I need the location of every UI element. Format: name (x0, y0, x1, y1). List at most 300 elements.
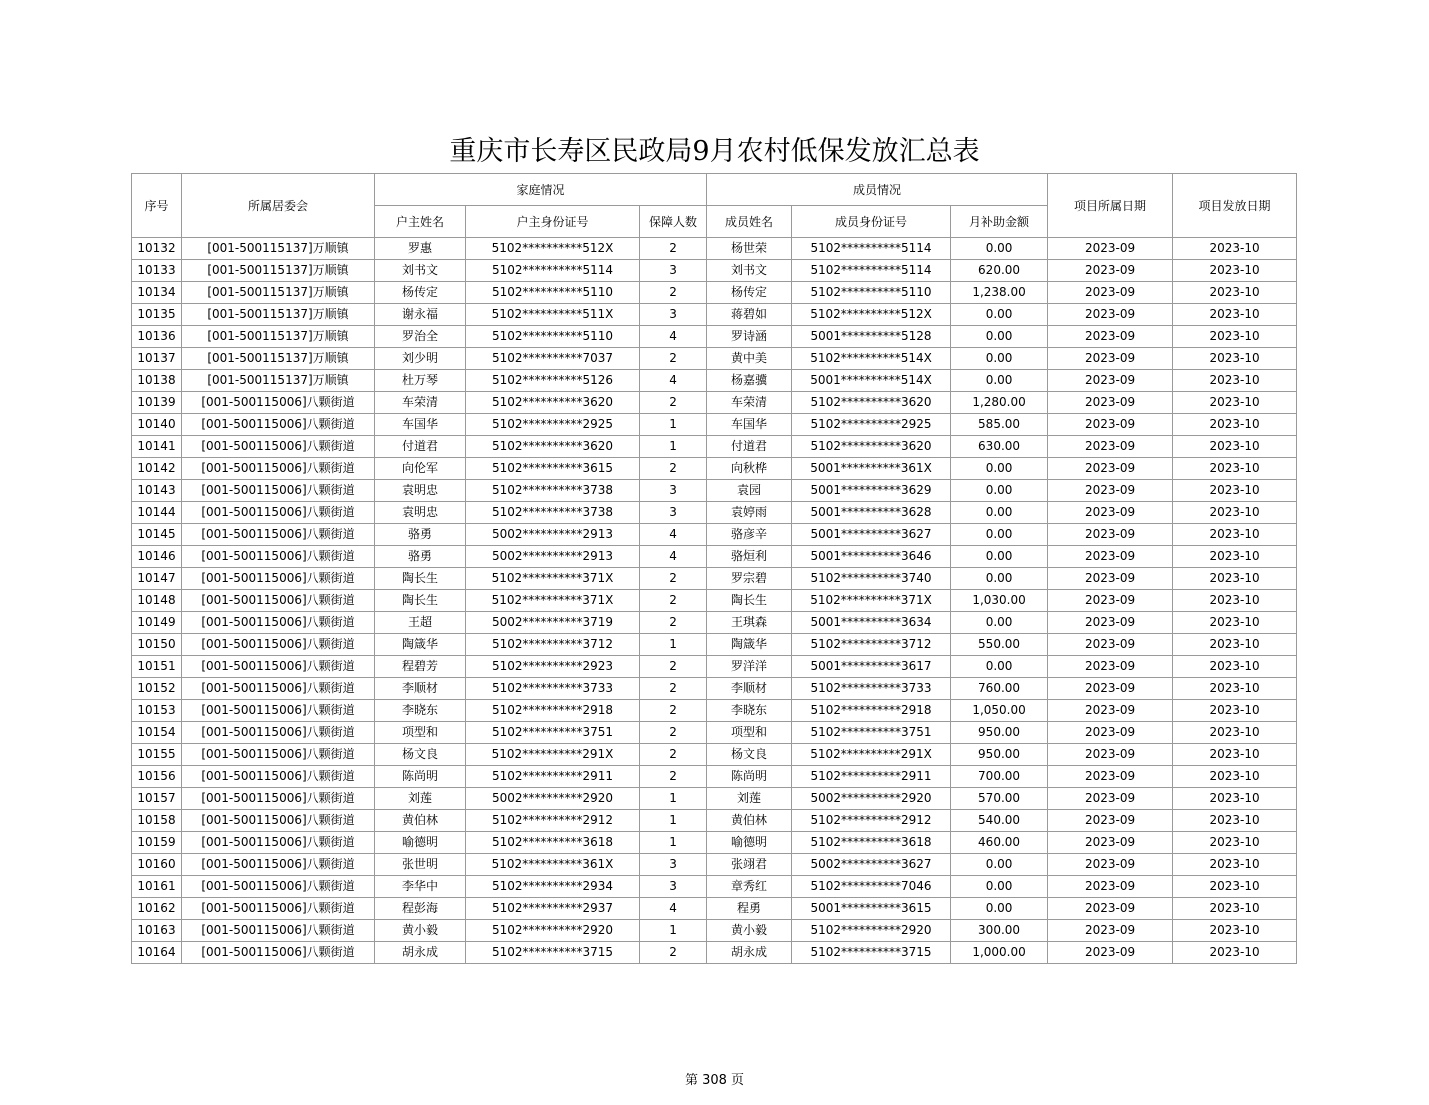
table-row (132, 700, 1297, 722)
cell-issue-date: 2023-10 (1173, 546, 1297, 568)
cell-member-id: 5102**********2912 (792, 810, 951, 832)
table-row (132, 458, 1297, 480)
table-row (132, 590, 1297, 612)
cell-head-id: 5102**********3618 (466, 832, 640, 854)
cell-seq: 10137 (132, 348, 182, 370)
cell-project-date: 2023-09 (1048, 282, 1173, 304)
cell-member-name: 罗诗涵 (707, 326, 792, 348)
header-committee: 所属居委会 (182, 174, 375, 238)
cell-project-date: 2023-09 (1048, 392, 1173, 414)
cell-amount: 540.00 (951, 810, 1048, 832)
cell-committee: [001-500115006]八颗街道 (182, 590, 375, 612)
cell-project-date: 2023-09 (1048, 810, 1173, 832)
cell-head-id: 5002**********2913 (466, 524, 640, 546)
cell-head-id: 5102**********2925 (466, 414, 640, 436)
cell-head-id: 5102**********5114 (466, 260, 640, 282)
cell-project-date: 2023-09 (1048, 326, 1173, 348)
cell-seq: 10160 (132, 854, 182, 876)
cell-head-id: 5102**********3615 (466, 458, 640, 480)
cell-head-id: 5102**********371X (466, 590, 640, 612)
cell-issue-date: 2023-10 (1173, 414, 1297, 436)
cell-project-date: 2023-09 (1048, 700, 1173, 722)
header-head-id: 户主身份证号 (466, 206, 640, 238)
cell-head-name: 杜万琴 (375, 370, 466, 392)
cell-member-name: 刘书文 (707, 260, 792, 282)
table-row (132, 788, 1297, 810)
header-member-group: 成员情况 (707, 174, 1048, 206)
cell-project-date: 2023-09 (1048, 502, 1173, 524)
cell-count: 2 (640, 568, 707, 590)
cell-member-id: 5001**********3646 (792, 546, 951, 568)
table-row (132, 810, 1297, 832)
cell-count: 2 (640, 238, 707, 260)
table-header (132, 174, 1297, 238)
cell-project-date: 2023-09 (1048, 238, 1173, 260)
cell-count: 1 (640, 832, 707, 854)
cell-committee: [001-500115006]八颗街道 (182, 656, 375, 678)
table-row (132, 744, 1297, 766)
cell-amount: 0.00 (951, 612, 1048, 634)
cell-seq: 10157 (132, 788, 182, 810)
cell-project-date: 2023-09 (1048, 568, 1173, 590)
cell-member-id: 5001**********5128 (792, 326, 951, 348)
cell-issue-date: 2023-10 (1173, 766, 1297, 788)
cell-project-date: 2023-09 (1048, 766, 1173, 788)
cell-count: 3 (640, 876, 707, 898)
cell-member-name: 罗洋洋 (707, 656, 792, 678)
cell-head-id: 5102**********2937 (466, 898, 640, 920)
cell-seq: 10152 (132, 678, 182, 700)
cell-amount: 0.00 (951, 348, 1048, 370)
table-row (132, 568, 1297, 590)
cell-count: 2 (640, 392, 707, 414)
cell-amount: 620.00 (951, 260, 1048, 282)
table-row (132, 282, 1297, 304)
cell-member-id: 5102**********2920 (792, 920, 951, 942)
cell-seq: 10134 (132, 282, 182, 304)
cell-project-date: 2023-09 (1048, 920, 1173, 942)
cell-project-date: 2023-09 (1048, 832, 1173, 854)
table-row (132, 612, 1297, 634)
cell-member-id: 5102**********3715 (792, 942, 951, 964)
cell-member-name: 李顺材 (707, 678, 792, 700)
cell-head-name: 车荣清 (375, 392, 466, 414)
cell-head-name: 袁明忠 (375, 480, 466, 502)
cell-seq: 10148 (132, 590, 182, 612)
cell-amount: 1,050.00 (951, 700, 1048, 722)
cell-member-id: 5102**********5114 (792, 260, 951, 282)
cell-count: 1 (640, 436, 707, 458)
cell-head-id: 5102**********2912 (466, 810, 640, 832)
cell-committee: [001-500115006]八颗街道 (182, 436, 375, 458)
cell-head-name: 王超 (375, 612, 466, 634)
cell-head-id: 5102**********5126 (466, 370, 640, 392)
cell-project-date: 2023-09 (1048, 942, 1173, 964)
cell-head-name: 车国华 (375, 414, 466, 436)
cell-committee: [001-500115006]八颗街道 (182, 832, 375, 854)
cell-head-id: 5102**********361X (466, 854, 640, 876)
cell-project-date: 2023-09 (1048, 546, 1173, 568)
cell-committee: [001-500115006]八颗街道 (182, 480, 375, 502)
cell-member-name: 王琪森 (707, 612, 792, 634)
table-row (132, 722, 1297, 744)
cell-issue-date: 2023-10 (1173, 788, 1297, 810)
cell-head-id: 5102**********3620 (466, 436, 640, 458)
cell-committee: [001-500115006]八颗街道 (182, 524, 375, 546)
cell-count: 1 (640, 788, 707, 810)
table-row (132, 260, 1297, 282)
cell-count: 2 (640, 612, 707, 634)
cell-member-name: 陈尚明 (707, 766, 792, 788)
cell-seq: 10161 (132, 876, 182, 898)
cell-head-name: 喻德明 (375, 832, 466, 854)
cell-head-name: 程彭海 (375, 898, 466, 920)
cell-seq: 10144 (132, 502, 182, 524)
cell-committee: [001-500115006]八颗街道 (182, 678, 375, 700)
header-amount: 月补助金额 (951, 206, 1048, 238)
cell-issue-date: 2023-10 (1173, 436, 1297, 458)
cell-seq: 10149 (132, 612, 182, 634)
cell-seq: 10158 (132, 810, 182, 832)
cell-committee: [001-500115006]八颗街道 (182, 568, 375, 590)
cell-count: 3 (640, 304, 707, 326)
cell-issue-date: 2023-10 (1173, 634, 1297, 656)
cell-amount: 0.00 (951, 458, 1048, 480)
header-head-name: 户主姓名 (375, 206, 466, 238)
cell-project-date: 2023-09 (1048, 590, 1173, 612)
cell-member-name: 骆彦辛 (707, 524, 792, 546)
cell-member-id: 5102**********5110 (792, 282, 951, 304)
table-row (132, 348, 1297, 370)
cell-amount: 460.00 (951, 832, 1048, 854)
cell-head-name: 杨文良 (375, 744, 466, 766)
cell-member-name: 杨传定 (707, 282, 792, 304)
cell-committee: [001-500115006]八颗街道 (182, 700, 375, 722)
cell-head-name: 张世明 (375, 854, 466, 876)
cell-count: 1 (640, 920, 707, 942)
cell-issue-date: 2023-10 (1173, 876, 1297, 898)
cell-seq: 10140 (132, 414, 182, 436)
cell-committee: [001-500115006]八颗街道 (182, 502, 375, 524)
cell-issue-date: 2023-10 (1173, 458, 1297, 480)
cell-count: 2 (640, 700, 707, 722)
cell-issue-date: 2023-10 (1173, 898, 1297, 920)
cell-member-name: 付道君 (707, 436, 792, 458)
cell-member-name: 陶箴华 (707, 634, 792, 656)
cell-member-name: 车荣清 (707, 392, 792, 414)
cell-member-name: 章秀红 (707, 876, 792, 898)
cell-member-name: 杨嘉骥 (707, 370, 792, 392)
cell-amount: 0.00 (951, 854, 1048, 876)
cell-head-name: 李华中 (375, 876, 466, 898)
table-row (132, 898, 1297, 920)
cell-committee: [001-500115006]八颗街道 (182, 854, 375, 876)
cell-committee: [001-500115006]八颗街道 (182, 876, 375, 898)
cell-member-id: 5102**********3712 (792, 634, 951, 656)
cell-member-name: 黄伯林 (707, 810, 792, 832)
cell-head-name: 骆勇 (375, 546, 466, 568)
cell-seq: 10143 (132, 480, 182, 502)
cell-amount: 550.00 (951, 634, 1048, 656)
cell-seq: 10154 (132, 722, 182, 744)
cell-amount: 0.00 (951, 238, 1048, 260)
table-row (132, 326, 1297, 348)
cell-seq: 10139 (132, 392, 182, 414)
cell-member-name: 陶长生 (707, 590, 792, 612)
cell-project-date: 2023-09 (1048, 788, 1173, 810)
cell-project-date: 2023-09 (1048, 634, 1173, 656)
cell-head-id: 5102**********2911 (466, 766, 640, 788)
cell-amount: 1,238.00 (951, 282, 1048, 304)
cell-head-name: 罗治全 (375, 326, 466, 348)
cell-head-name: 杨传定 (375, 282, 466, 304)
cell-committee: [001-500115006]八颗街道 (182, 612, 375, 634)
cell-seq: 10164 (132, 942, 182, 964)
cell-count: 3 (640, 480, 707, 502)
cell-seq: 10163 (132, 920, 182, 942)
cell-count: 2 (640, 590, 707, 612)
cell-issue-date: 2023-10 (1173, 392, 1297, 414)
cell-seq: 10142 (132, 458, 182, 480)
header-seq: 序号 (132, 174, 182, 238)
cell-amount: 570.00 (951, 788, 1048, 810)
cell-member-id: 5001**********3629 (792, 480, 951, 502)
cell-count: 3 (640, 260, 707, 282)
cell-head-id: 5102**********511X (466, 304, 640, 326)
cell-member-id: 5102**********512X (792, 304, 951, 326)
cell-issue-date: 2023-10 (1173, 942, 1297, 964)
cell-head-id: 5102**********7037 (466, 348, 640, 370)
cell-head-name: 刘书文 (375, 260, 466, 282)
cell-amount: 0.00 (951, 370, 1048, 392)
cell-member-id: 5102**********2918 (792, 700, 951, 722)
cell-committee: [001-500115006]八颗街道 (182, 744, 375, 766)
cell-project-date: 2023-09 (1048, 370, 1173, 392)
cell-seq: 10135 (132, 304, 182, 326)
cell-member-id: 5001**********3627 (792, 524, 951, 546)
cell-project-date: 2023-09 (1048, 260, 1173, 282)
header-count: 保障人数 (640, 206, 707, 238)
cell-issue-date: 2023-10 (1173, 238, 1297, 260)
cell-committee: [001-500115006]八颗街道 (182, 810, 375, 832)
cell-issue-date: 2023-10 (1173, 348, 1297, 370)
cell-amount: 1,280.00 (951, 392, 1048, 414)
cell-count: 2 (640, 348, 707, 370)
cell-head-id: 5102**********3751 (466, 722, 640, 744)
cell-count: 1 (640, 414, 707, 436)
cell-seq: 10136 (132, 326, 182, 348)
cell-amount: 950.00 (951, 722, 1048, 744)
cell-project-date: 2023-09 (1048, 436, 1173, 458)
cell-seq: 10141 (132, 436, 182, 458)
cell-member-name: 车国华 (707, 414, 792, 436)
cell-head-id: 5102**********2918 (466, 700, 640, 722)
cell-issue-date: 2023-10 (1173, 568, 1297, 590)
cell-amount: 0.00 (951, 876, 1048, 898)
cell-amount: 0.00 (951, 326, 1048, 348)
cell-head-name: 刘少明 (375, 348, 466, 370)
cell-seq: 10145 (132, 524, 182, 546)
cell-count: 2 (640, 722, 707, 744)
cell-amount: 630.00 (951, 436, 1048, 458)
cell-issue-date: 2023-10 (1173, 304, 1297, 326)
cell-project-date: 2023-09 (1048, 656, 1173, 678)
cell-amount: 300.00 (951, 920, 1048, 942)
table-row (132, 392, 1297, 414)
cell-member-id: 5001**********361X (792, 458, 951, 480)
cell-seq: 10147 (132, 568, 182, 590)
cell-amount: 700.00 (951, 766, 1048, 788)
cell-project-date: 2023-09 (1048, 612, 1173, 634)
cell-member-name: 骆烜利 (707, 546, 792, 568)
cell-head-id: 5102**********3733 (466, 678, 640, 700)
cell-project-date: 2023-09 (1048, 414, 1173, 436)
cell-seq: 10159 (132, 832, 182, 854)
cell-head-id: 5102**********2934 (466, 876, 640, 898)
cell-head-name: 李晓东 (375, 700, 466, 722)
cell-head-name: 付道君 (375, 436, 466, 458)
cell-issue-date: 2023-10 (1173, 326, 1297, 348)
cell-head-id: 5002**********2920 (466, 788, 640, 810)
cell-issue-date: 2023-10 (1173, 370, 1297, 392)
cell-member-id: 5102**********3620 (792, 436, 951, 458)
cell-amount: 0.00 (951, 524, 1048, 546)
cell-committee: [001-500115006]八颗街道 (182, 920, 375, 942)
cell-head-name: 袁明忠 (375, 502, 466, 524)
cell-seq: 10155 (132, 744, 182, 766)
cell-member-name: 杨世荣 (707, 238, 792, 260)
table-row (132, 480, 1297, 502)
cell-head-id: 5102**********2920 (466, 920, 640, 942)
page-number: 第 308 页 (684, 1073, 745, 1088)
cell-issue-date: 2023-10 (1173, 854, 1297, 876)
cell-head-id: 5102**********3738 (466, 480, 640, 502)
cell-member-name: 黄中美 (707, 348, 792, 370)
cell-member-name: 刘莲 (707, 788, 792, 810)
header-issue-date: 项目发放日期 (1173, 174, 1297, 238)
cell-count: 4 (640, 524, 707, 546)
cell-head-id: 5102**********291X (466, 744, 640, 766)
cell-head-name: 胡永成 (375, 942, 466, 964)
table-row (132, 238, 1297, 260)
cell-project-date: 2023-09 (1048, 524, 1173, 546)
cell-head-id: 5102**********5110 (466, 326, 640, 348)
cell-head-id: 5102**********3620 (466, 392, 640, 414)
cell-head-name: 李顺材 (375, 678, 466, 700)
cell-project-date: 2023-09 (1048, 898, 1173, 920)
cell-issue-date: 2023-10 (1173, 810, 1297, 832)
cell-amount: 760.00 (951, 678, 1048, 700)
cell-member-id: 5001**********514X (792, 370, 951, 392)
cell-committee: [001-500115006]八颗街道 (182, 414, 375, 436)
cell-amount: 0.00 (951, 546, 1048, 568)
cell-member-id: 5102**********3751 (792, 722, 951, 744)
cell-committee: [001-500115137]万顺镇 (182, 370, 375, 392)
cell-head-name: 陶长生 (375, 590, 466, 612)
cell-member-name: 黄小毅 (707, 920, 792, 942)
cell-project-date: 2023-09 (1048, 348, 1173, 370)
cell-member-id: 5102**********514X (792, 348, 951, 370)
cell-member-name: 李晓东 (707, 700, 792, 722)
cell-member-name: 项型和 (707, 722, 792, 744)
table-row (132, 876, 1297, 898)
table-row (132, 524, 1297, 546)
cell-head-name: 黄伯林 (375, 810, 466, 832)
cell-head-id: 5102**********5110 (466, 282, 640, 304)
cell-amount: 0.00 (951, 480, 1048, 502)
cell-committee: [001-500115137]万顺镇 (182, 238, 375, 260)
cell-count: 2 (640, 942, 707, 964)
cell-committee: [001-500115006]八颗街道 (182, 942, 375, 964)
cell-member-name: 罗宗碧 (707, 568, 792, 590)
table-row (132, 634, 1297, 656)
cell-issue-date: 2023-10 (1173, 480, 1297, 502)
cell-head-name: 谢永福 (375, 304, 466, 326)
cell-seq: 10133 (132, 260, 182, 282)
cell-seq: 10146 (132, 546, 182, 568)
cell-member-name: 喻德明 (707, 832, 792, 854)
table-row (132, 304, 1297, 326)
cell-head-id: 5102**********3738 (466, 502, 640, 524)
cell-member-id: 5102**********291X (792, 744, 951, 766)
cell-project-date: 2023-09 (1048, 854, 1173, 876)
cell-member-name: 袁婷雨 (707, 502, 792, 524)
cell-count: 2 (640, 766, 707, 788)
cell-project-date: 2023-09 (1048, 304, 1173, 326)
cell-seq: 10153 (132, 700, 182, 722)
cell-issue-date: 2023-10 (1173, 678, 1297, 700)
cell-head-name: 项型和 (375, 722, 466, 744)
cell-issue-date: 2023-10 (1173, 744, 1297, 766)
cell-head-id: 5102**********371X (466, 568, 640, 590)
cell-head-name: 骆勇 (375, 524, 466, 546)
cell-member-id: 5102**********3740 (792, 568, 951, 590)
cell-head-id: 5002**********3719 (466, 612, 640, 634)
cell-project-date: 2023-09 (1048, 678, 1173, 700)
table-row (132, 766, 1297, 788)
cell-project-date: 2023-09 (1048, 458, 1173, 480)
cell-issue-date: 2023-10 (1173, 920, 1297, 942)
header-project-date: 项目所属日期 (1048, 174, 1173, 238)
cell-member-id: 5001**********3615 (792, 898, 951, 920)
cell-member-name: 程勇 (707, 898, 792, 920)
cell-count: 3 (640, 502, 707, 524)
cell-head-id: 5102**********2923 (466, 656, 640, 678)
cell-count: 3 (640, 854, 707, 876)
cell-issue-date: 2023-10 (1173, 722, 1297, 744)
cell-issue-date: 2023-10 (1173, 656, 1297, 678)
cell-seq: 10156 (132, 766, 182, 788)
cell-issue-date: 2023-10 (1173, 590, 1297, 612)
cell-count: 1 (640, 634, 707, 656)
cell-head-name: 向伦军 (375, 458, 466, 480)
header-member-name: 成员姓名 (707, 206, 792, 238)
cell-count: 2 (640, 458, 707, 480)
cell-amount: 1,030.00 (951, 590, 1048, 612)
cell-member-id: 5102**********371X (792, 590, 951, 612)
table-row (132, 546, 1297, 568)
cell-head-id: 5002**********2913 (466, 546, 640, 568)
cell-count: 1 (640, 810, 707, 832)
cell-committee: [001-500115006]八颗街道 (182, 546, 375, 568)
cell-head-name: 刘莲 (375, 788, 466, 810)
cell-committee: [001-500115137]万顺镇 (182, 260, 375, 282)
cell-count: 4 (640, 370, 707, 392)
table-row (132, 832, 1297, 854)
header-member-id: 成员身份证号 (792, 206, 951, 238)
cell-issue-date: 2023-10 (1173, 832, 1297, 854)
cell-count: 4 (640, 898, 707, 920)
